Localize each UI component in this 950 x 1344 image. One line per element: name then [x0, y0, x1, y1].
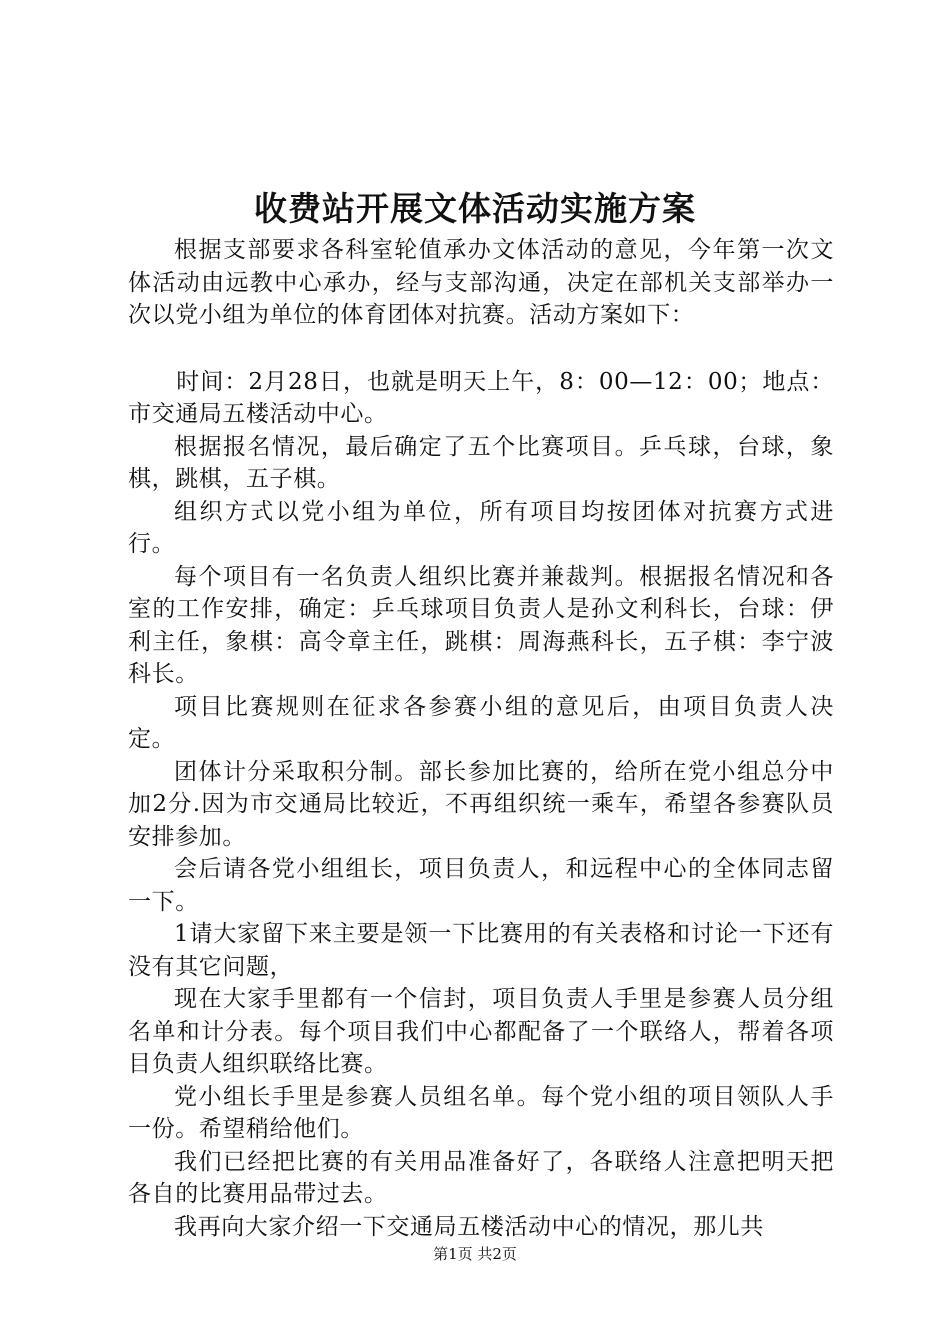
- page-footer: 第1页 共2页: [433, 1245, 517, 1263]
- paragraph-events: 根据报名情况，最后确定了五个比赛项目。乒乓球，台球，象棋，跳棋，五子棋。: [128, 433, 834, 492]
- paragraph-rules: 项目比赛规则在征求各参赛小组的意见后，由项目负责人决定。: [128, 693, 834, 752]
- paragraph-envelopes: 现在大家手里都有一个信封，项目负责人手里是参赛人员分组名单和计分表。每个项目我们中心都配备了一个联络人，帮着各项目负责人组织联络比赛。: [128, 986, 834, 1077]
- document-body: [128, 234, 834, 1243]
- paragraph-scoring: 团体计分采取积分制。部长参加比赛的，给所在党小组总分中加2分.因为市交通局比较近，不再组织统一乘车，希望各参赛队员安排参加。: [128, 758, 834, 850]
- paragraph-time-location: 时间：2月28日，也就是明天上午，8：00—12：00；地点：市交通局五楼活动中心。: [128, 368, 834, 427]
- paragraph-intro: 根据支部要求各科室轮值承办文体活动的意见，今年第一次文体活动由远教中心承办，经与支部沟通，决定在部机关支部举办一次以党小组为单位的体育团体对抗赛。活动方案如下：: [128, 237, 834, 328]
- paragraph-venue: 我再向大家介绍一下交通局五楼活动中心的情况，那儿共: [174, 1213, 764, 1240]
- paragraph-supplies: 我们已经把比赛的有关用品准备好了，各联络人注意把明天把各自的比赛用品带过去。: [128, 1148, 834, 1207]
- paragraph-group-list: 党小组长手里是参赛人员组名单。每个党小组的项目领队人手一份。希望稍给他们。: [128, 1083, 834, 1142]
- paragraph-organization: 组织方式以党小组为单位，所有项目均按团体对抗赛方式进行。: [128, 498, 834, 557]
- paragraph-leaders: 每个项目有一名负责人组织比赛并兼裁判。根据报名情况和各室的工作安排，确定：乒乓球项目负责人是孙文利科长，台球：伊利主任，象棋：高令章主任，跳棋：周海燕科长，五子棋：李宁波科长。: [128, 563, 834, 687]
- paragraph-after-meeting: 会后请各党小组组长，项目负责人，和远程中心的全体同志留一下。: [128, 856, 834, 915]
- paragraph-forms: 1请大家留下来主要是领一下比赛用的有关表格和讨论一下还有没有其它问题，: [128, 921, 834, 980]
- document-title: 收费站开展文体活动实施方案: [254, 189, 696, 228]
